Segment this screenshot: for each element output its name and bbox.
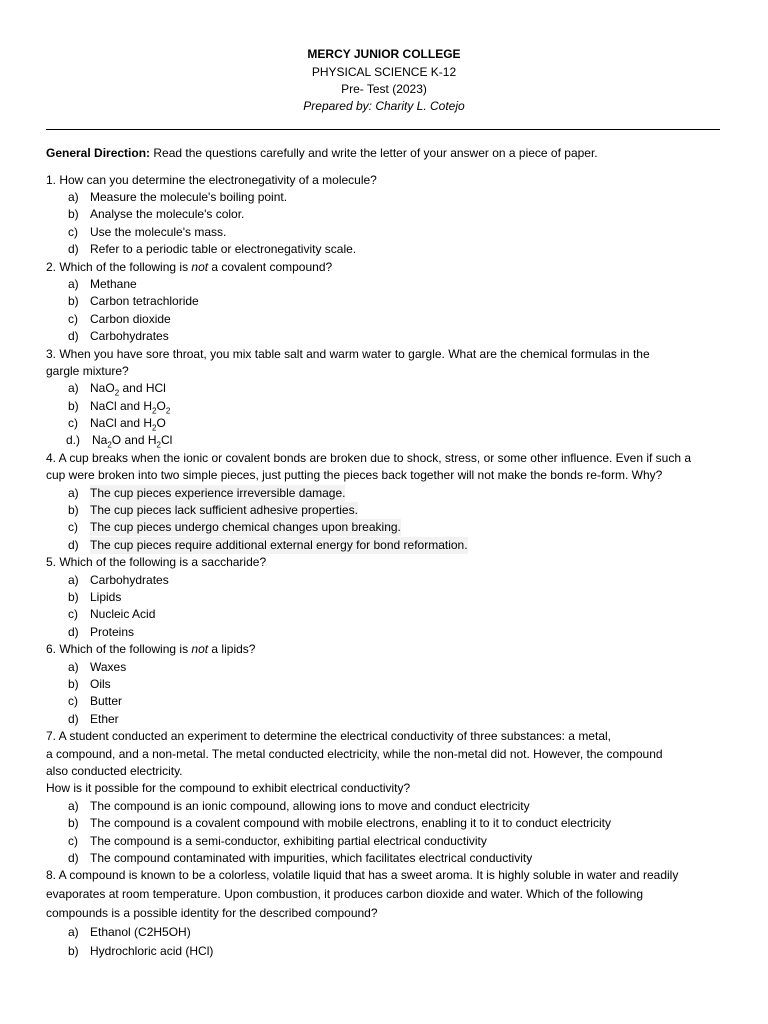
option-letter: a) — [68, 277, 79, 291]
option-letter: a) — [68, 925, 79, 939]
option-text: The compound is a semi-conductor, exhibiting partial electrical conductivity — [90, 834, 487, 848]
general-direction — [46, 145, 598, 162]
option-text: Carbon tetrachloride — [90, 294, 199, 308]
option-formula — [90, 415, 166, 432]
option-text: Ethanol (C2H5OH) — [90, 925, 191, 939]
option-letter: b) — [68, 944, 79, 958]
question-7-stem-line-1: 7. A student conducted an experiment to determine the electrical conductivity of three substances: a metal, — [46, 729, 611, 743]
option-text: Oils — [90, 677, 111, 691]
option-letter: c) — [68, 607, 78, 621]
option-text: Refer to a periodic table or electronegativity scale. — [90, 242, 357, 256]
option-text: The compound contaminated with impurities, which facilitates electrical conductivity — [90, 851, 533, 865]
option-letter: a) — [68, 660, 79, 674]
option-letter: b) — [68, 677, 79, 691]
option-text: Proteins — [90, 625, 135, 639]
formula-subscript: 2 — [152, 423, 157, 433]
option-text: Use the molecule's mass. — [90, 225, 227, 239]
question-7-stem-line-2: a compound, and a non-metal. The metal conducted electricity, while the non-metal did not. However, the compound — [46, 747, 663, 761]
option-text: Analyse the molecule's color. — [90, 207, 245, 221]
stem-text: 6. Which of the following is — [46, 642, 192, 656]
option-text: The cup pieces lack sufficient adhesive properties. — [90, 503, 358, 517]
option-letter: b) — [68, 590, 79, 604]
option-text: Lipids — [90, 590, 122, 604]
option-text: The cup pieces experience irreversible damage. — [90, 486, 346, 500]
option-text: Ether — [90, 712, 119, 726]
formula-part: NaCl and H — [90, 416, 153, 430]
question-8-stem-line-1: 8. A compound is known to be a colorless, volatile liquid that has a sweet aroma. It is highly soluble in water and readily — [46, 868, 679, 882]
option-formula — [90, 380, 166, 397]
option-letter: b) — [68, 294, 79, 308]
question-8-stem-line-2: evaporates at room temperature. Upon combustion, it produces carbon dioxide and water. Which of the following — [46, 887, 643, 901]
formula-subscript: 2 — [165, 406, 171, 416]
subject-title: PHYSICAL SCIENCE K-12 — [311, 65, 457, 79]
formula-part: O and H — [111, 433, 157, 447]
option-text: Hydrochloric acid (HCl) — [90, 944, 214, 958]
formula-subscript: 2 — [114, 388, 120, 398]
direction-text: Read the questions carefully and write the letter of your answer on a piece of paper. — [150, 146, 598, 160]
formula-subscript: 2 — [156, 440, 161, 450]
question-4-stem-line-1: 4. A cup breaks when the ionic or covalent bonds are broken due to shock, stress, or some other influence. Even if such a — [46, 451, 692, 465]
option-letter: c) — [68, 694, 78, 708]
question-7-stem-line-4: How is it possible for the compound to exhibit electrical conductivity? — [46, 781, 411, 795]
header-divider — [46, 129, 720, 130]
option-letter: a) — [68, 486, 79, 500]
option-text: Methane — [90, 277, 137, 291]
question-3-stem-line-2: gargle mixture? — [46, 364, 129, 378]
formula-part: NaO — [90, 381, 115, 395]
option-letter: d) — [68, 329, 79, 343]
option-text: The compound is an ionic compound, allowing ions to move and conduct electricity — [90, 799, 530, 813]
stem-text: a lipids? — [208, 642, 256, 656]
formula-part: Cl — [160, 433, 173, 447]
option-letter: c) — [68, 520, 78, 534]
option-letter: c) — [68, 416, 78, 430]
option-letter: d) — [68, 851, 79, 865]
option-letter: b) — [68, 399, 79, 413]
option-formula — [92, 432, 172, 449]
option-letter: d) — [68, 712, 79, 726]
option-text: The cup pieces undergo chemical changes upon breaking. — [90, 520, 401, 534]
option-letter: d) — [68, 538, 79, 552]
formula-subscript: 2 — [107, 440, 112, 450]
option-text: Nucleic Acid — [90, 607, 156, 621]
option-text: Waxes — [90, 660, 127, 674]
formula-part: O — [156, 416, 166, 430]
option-text: Carbon dioxide — [90, 312, 171, 326]
question-8-stem-line-3: compounds is a possible identity for the described compound? — [46, 906, 378, 920]
option-letter: c) — [68, 834, 78, 848]
formula-subscript: 2 — [152, 406, 157, 416]
option-letter: b) — [68, 207, 79, 221]
option-formula — [90, 398, 170, 415]
option-letter: a) — [68, 381, 79, 395]
formula-part: Na — [92, 433, 108, 447]
prepared-by: Prepared by: Charity L. Cotejo — [303, 99, 465, 113]
formula-part: O — [156, 399, 166, 413]
option-letter: d) — [68, 625, 79, 639]
test-title: Pre- Test (2023) — [341, 82, 427, 96]
option-letter: d.) — [66, 433, 81, 447]
option-letter: a) — [68, 190, 79, 204]
formula-part: NaCl and H — [90, 399, 153, 413]
option-letter: c) — [68, 312, 78, 326]
option-letter: b) — [68, 816, 79, 830]
option-text: Carbohydrates — [90, 329, 169, 343]
option-letter: d) — [68, 242, 79, 256]
stem-emphasis: not — [191, 642, 209, 656]
question-3-stem-line-1: 3. When you have sore throat, you mix table salt and warm water to gargle. What are the chemical formulas in the — [46, 347, 650, 361]
stem-text: 2. Which of the following is — [46, 260, 192, 274]
question-6-stem — [46, 641, 255, 658]
question-5-stem: 5. Which of the following is a saccharide? — [46, 555, 267, 569]
question-2-stem — [46, 259, 332, 276]
question-1-stem: 1. How can you determine the electronegativity of a molecule? — [46, 173, 377, 187]
option-text: The cup pieces require additional external energy for bond reformation. — [90, 538, 468, 552]
option-text: The compound is a covalent compound with mobile electrons, enabling it to it to conduct electricity — [90, 816, 611, 830]
option-text: Butter — [90, 694, 123, 708]
option-letter: c) — [68, 225, 78, 239]
option-text: Carbohydrates — [90, 573, 169, 587]
stem-emphasis: not — [191, 260, 209, 274]
question-4-stem-line-2: cup were broken into two simple pieces, just putting the pieces back together will not make the bonds re-form. Why? — [46, 468, 663, 482]
direction-label: General Direction: — [46, 146, 151, 160]
school-name: MERCY JUNIOR COLLEGE — [307, 47, 461, 61]
question-7-stem-line-3: also conducted electricity. — [46, 764, 183, 778]
option-letter: a) — [68, 799, 79, 813]
stem-text: a covalent compound? — [208, 260, 333, 274]
formula-part: and HCl — [119, 381, 166, 395]
option-letter: b) — [68, 503, 79, 517]
option-text: Measure the molecule's boiling point. — [90, 190, 288, 204]
option-letter: a) — [68, 573, 79, 587]
